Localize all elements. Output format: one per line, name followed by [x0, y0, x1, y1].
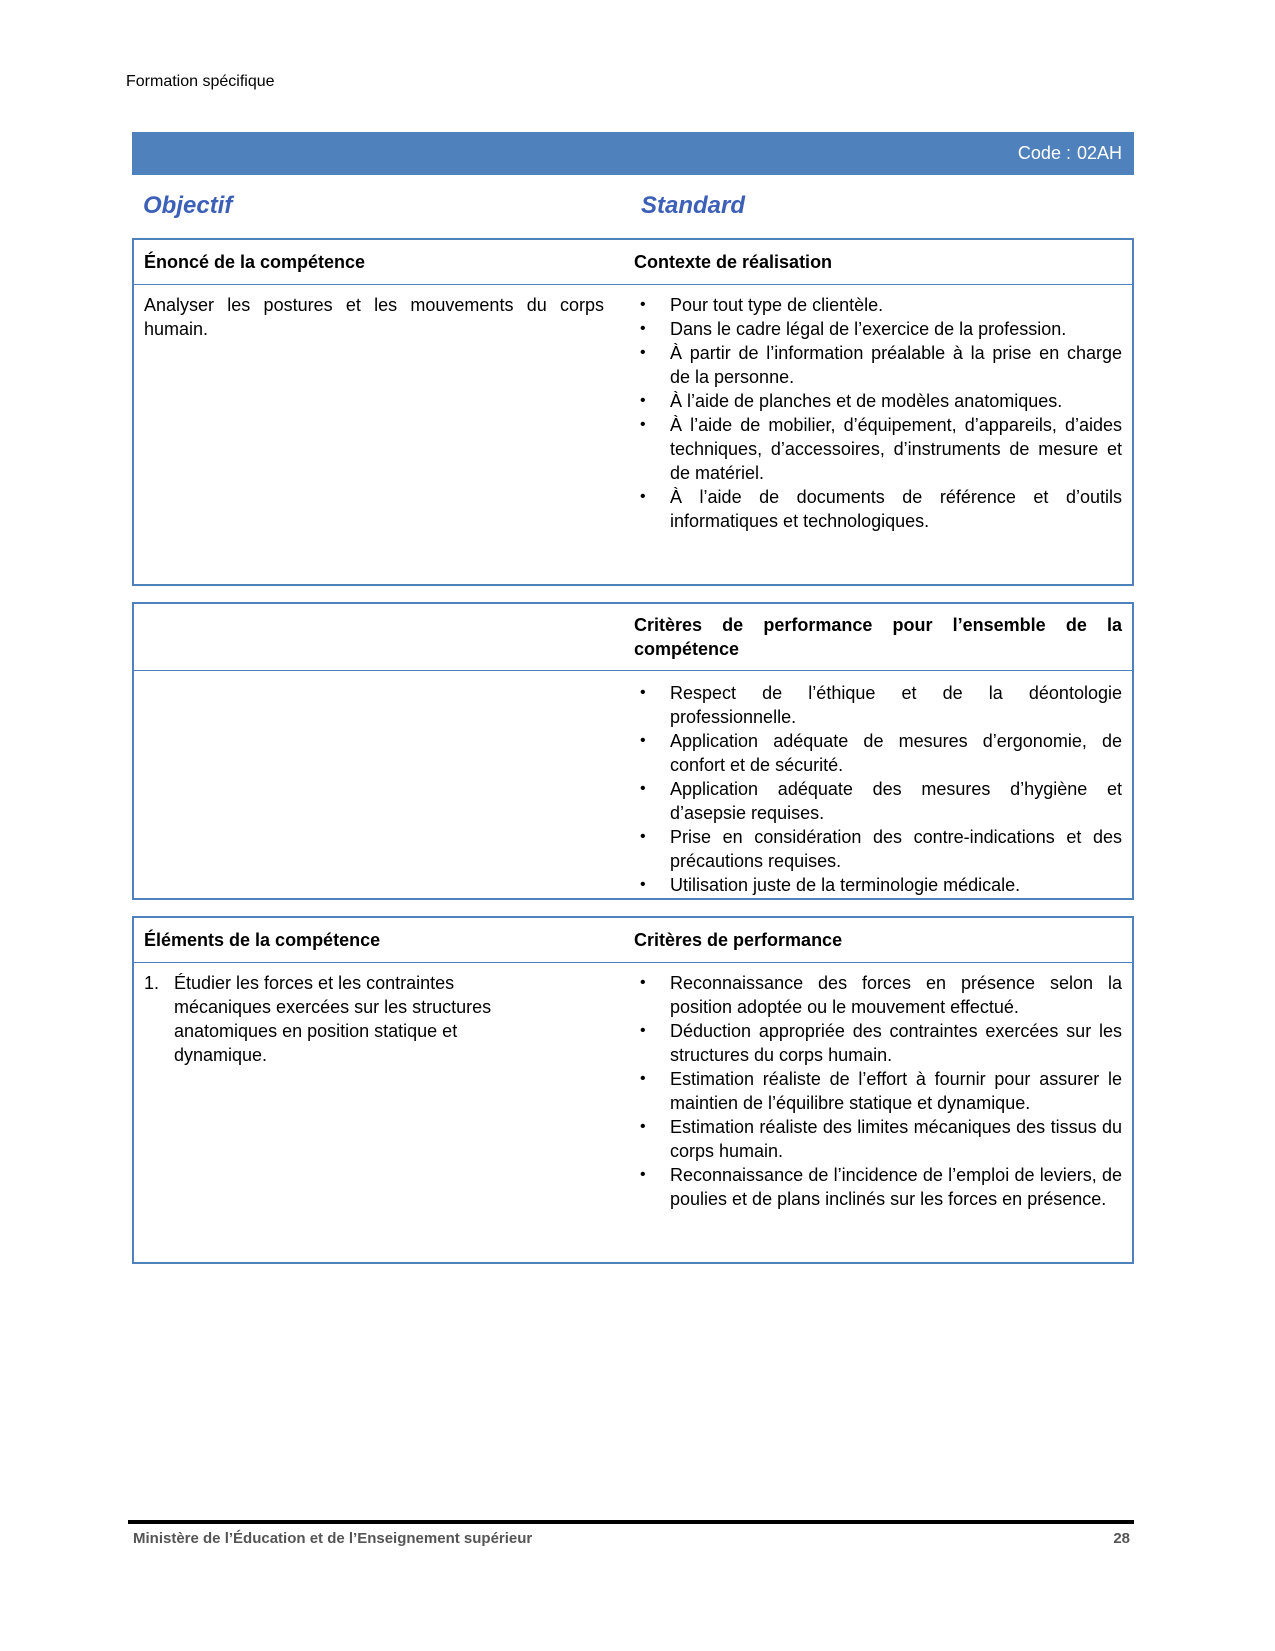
bullet-icon: • [640, 392, 646, 409]
criteres-list [634, 971, 1122, 1211]
bullet-icon: • [640, 780, 646, 797]
bullet-icon: • [640, 1022, 646, 1039]
elements-header: Éléments de la compétence [144, 929, 381, 950]
bullet-icon: • [640, 344, 646, 361]
criteres-ensemble-header: Critères de performance pour l’ensemble de la compétence [634, 615, 1122, 659]
bullet-icon: • [640, 416, 646, 433]
list-item: • Reconnaissance des forces en présence selon la position adoptée ou le mouvement effectué. [640, 973, 1122, 1017]
list-item: • Reconnaissance de l’incidence de l’emploi de leviers, de poulies et de plans inclinés sur les forces en présence. [640, 1165, 1122, 1209]
list-item: • Déduction appropriée des contraintes exercées sur les structures du corps humain. [640, 1021, 1122, 1065]
page-footer [133, 1530, 1130, 1547]
list-item: • Dans le cadre légal de l’exercice de la profession. [640, 319, 1067, 339]
bullet-icon: • [640, 876, 646, 893]
footer-ministry: Ministère de l’Éducation et de l’Enseignement supérieur [133, 1530, 533, 1547]
list-item: • À l’aide de planches et de modèles anatomiques. [640, 391, 1063, 411]
code-bar [132, 132, 1134, 175]
code-label: Code : [1017, 143, 1071, 163]
bullet-icon: • [640, 320, 646, 337]
element-number: 1. [144, 973, 160, 993]
list-item: • À partir de l’information préalable à la prise en charge de la personne. [640, 343, 1122, 387]
enonce-header: Énoncé de la compétence [144, 251, 366, 272]
bullet-icon: • [640, 828, 646, 845]
bullet-icon: • [640, 488, 646, 505]
list-item: • Application adéquate des mesures d’hygiène et d’asepsie requises. [640, 779, 1122, 823]
list-item: • Application adéquate de mesures d’ergonomie, de confort et de sécurité. [640, 731, 1122, 775]
contexte-list [634, 293, 1122, 533]
bullet-icon: • [640, 732, 646, 749]
objectif-title: Objectif [143, 192, 233, 219]
bullet-icon: • [640, 1118, 646, 1135]
list-item: • Estimation réaliste des limites mécaniques des tissus du corps humain. [640, 1117, 1122, 1161]
element-text: Étudier les forces et les contraintes mécaniques exercées sur les structures anatomiques en position statique et dynamique. [174, 973, 492, 1065]
bullet-icon: • [640, 974, 646, 991]
element-item [144, 971, 554, 1067]
page-number: 28 [1113, 1530, 1130, 1547]
footer-divider [128, 1520, 1134, 1524]
competence-box [132, 238, 1134, 586]
list-item: • À l’aide de documents de référence et d’outils informatiques et technologiques. [640, 487, 1122, 531]
elements-box [132, 916, 1134, 1264]
code-value: 02AH [1076, 143, 1122, 163]
criteres-ensemble-box [132, 602, 1134, 900]
criteres-header: Critères de performance [634, 929, 843, 950]
bullet-icon: • [640, 1166, 646, 1183]
enonce-text: Analyser les postures et les mouvements du corps humain. [144, 295, 604, 339]
list-item: • Pour tout type de clientèle. [640, 295, 884, 315]
contexte-header: Contexte de réalisation [634, 251, 833, 272]
list-item: • Estimation réaliste de l’effort à fournir pour assurer le maintien de l’équilibre statique et dynamique. [640, 1069, 1122, 1113]
list-item: • Prise en considération des contre-indications et des précautions requises. [640, 827, 1122, 871]
standard-title: Standard [641, 192, 746, 219]
list-item: • Respect de l’éthique et de la déontologie professionnelle. [640, 683, 1122, 727]
bullet-icon: • [640, 1070, 646, 1087]
page-header: Formation spécifique [126, 73, 275, 90]
bullet-icon: • [640, 684, 646, 701]
criteres-ensemble-list [634, 681, 1122, 897]
list-item: • Utilisation juste de la terminologie médicale. [640, 875, 1021, 895]
list-item: • À l’aide de mobilier, d’équipement, d’appareils, d’aides techniques, d’accessoires, d’instruments de mesure et de matériel. [640, 415, 1122, 483]
bullet-icon: • [640, 296, 646, 313]
